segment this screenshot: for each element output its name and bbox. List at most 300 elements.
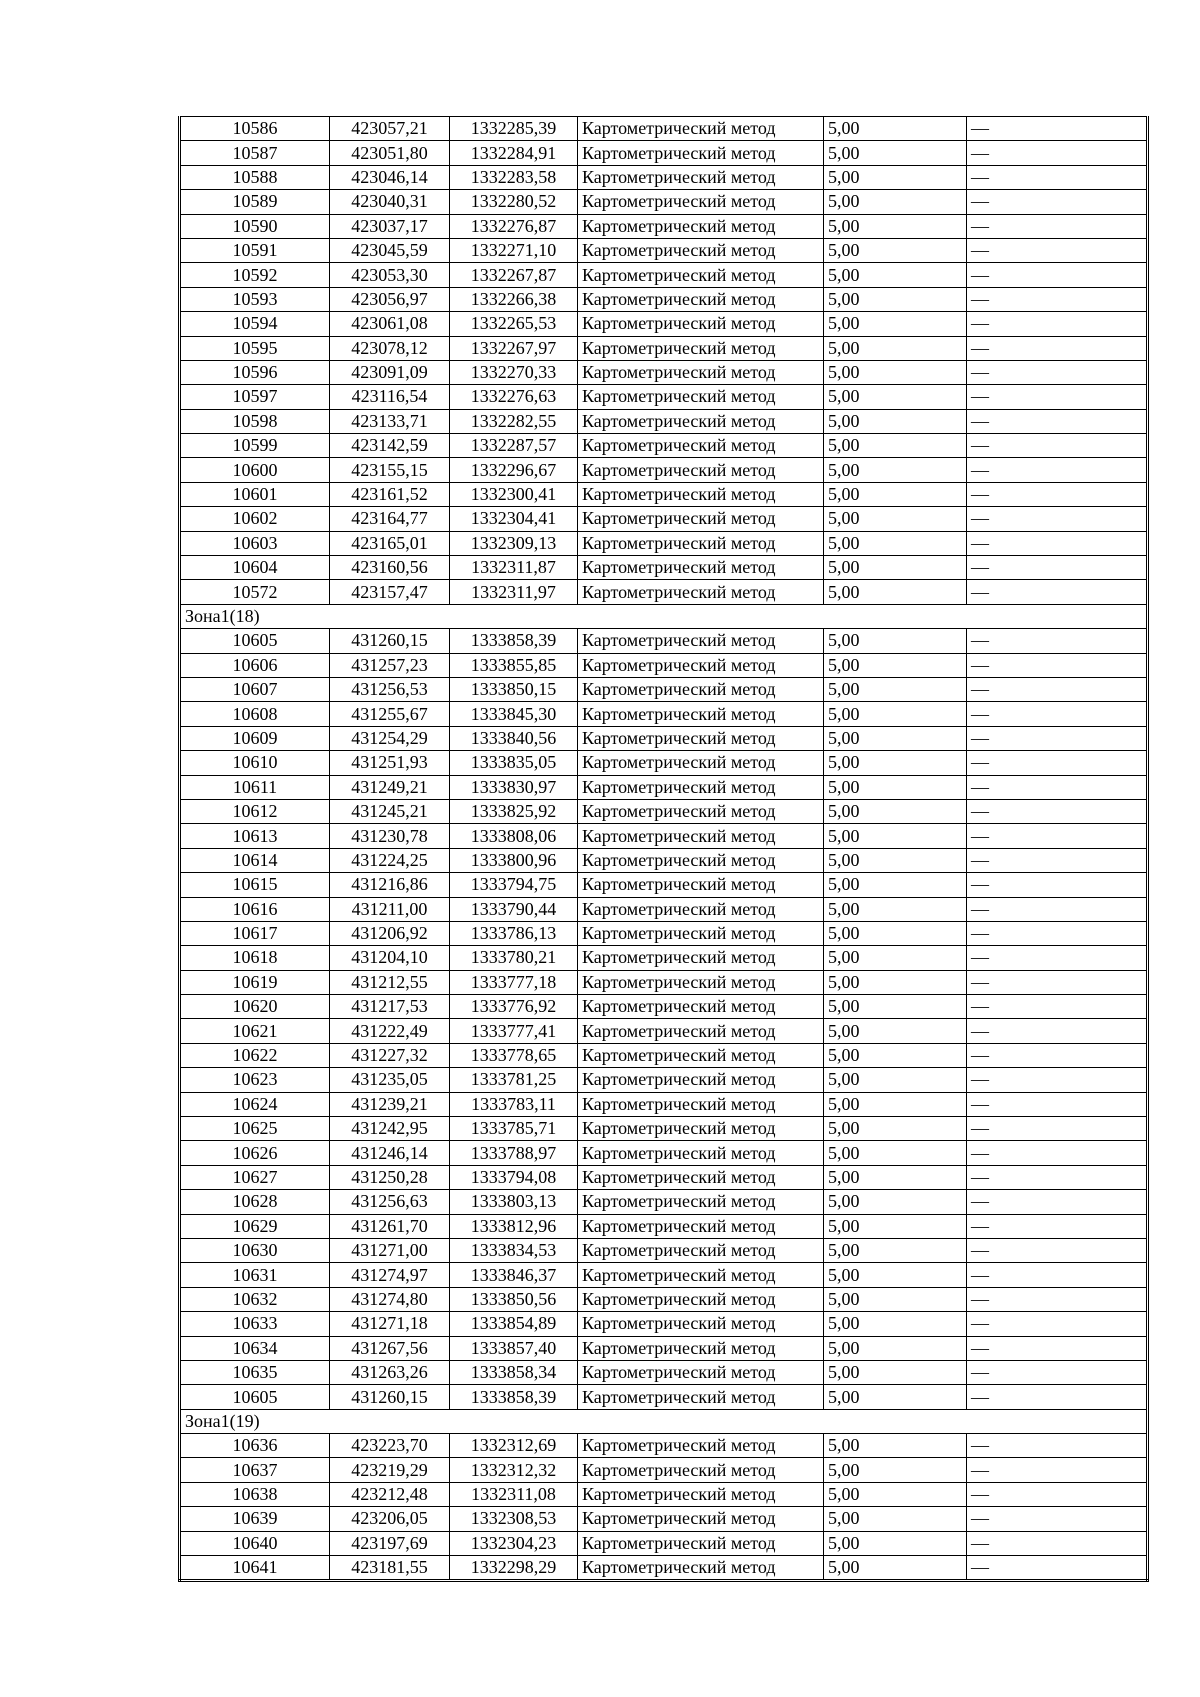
- accuracy-cell: 5,00: [824, 726, 967, 750]
- accuracy-cell: 5,00: [824, 531, 967, 555]
- description-cell: —: [967, 1043, 1148, 1067]
- point-number-cell: 10600: [180, 458, 330, 482]
- description-cell: —: [967, 287, 1148, 311]
- coordinate-y-cell: 1333850,56: [450, 1287, 578, 1311]
- method-cell: Картометрический метод: [578, 1190, 824, 1214]
- table-row: [180, 1556, 1148, 1581]
- method-cell: Картометрический метод: [578, 1068, 824, 1092]
- table-row: [180, 995, 1148, 1019]
- coordinate-x-cell: 431267,56: [330, 1336, 450, 1360]
- point-number-cell: 10639: [180, 1507, 330, 1531]
- coordinate-x-cell: 423057,21: [330, 117, 450, 141]
- accuracy-cell: 5,00: [824, 775, 967, 799]
- point-number-cell: 10598: [180, 409, 330, 433]
- coordinate-y-cell: 1333854,89: [450, 1312, 578, 1336]
- point-number-cell: 10587: [180, 141, 330, 165]
- table-row: [180, 1482, 1148, 1506]
- description-cell: —: [967, 873, 1148, 897]
- accuracy-cell: 5,00: [824, 141, 967, 165]
- coordinate-x-cell: 423164,77: [330, 507, 450, 531]
- accuracy-cell: 5,00: [824, 360, 967, 384]
- coordinate-x-cell: 431250,28: [330, 1165, 450, 1189]
- description-cell: —: [967, 360, 1148, 384]
- point-number-cell: 10622: [180, 1043, 330, 1067]
- coordinate-x-cell: 431216,86: [330, 873, 450, 897]
- coordinate-x-cell: 431235,05: [330, 1068, 450, 1092]
- coordinate-y-cell: 1333788,97: [450, 1141, 578, 1165]
- coordinate-x-cell: 431257,23: [330, 653, 450, 677]
- method-cell: Картометрический метод: [578, 1385, 824, 1409]
- coordinate-y-cell: 1333858,39: [450, 629, 578, 653]
- coordinate-y-cell: 1332276,87: [450, 214, 578, 238]
- coordinate-y-cell: 1333855,85: [450, 653, 578, 677]
- point-number-cell: 10619: [180, 970, 330, 994]
- point-number-cell: 10624: [180, 1092, 330, 1116]
- accuracy-cell: 5,00: [824, 1336, 967, 1360]
- coordinate-x-cell: 431271,00: [330, 1238, 450, 1262]
- accuracy-cell: 5,00: [824, 824, 967, 848]
- coordinate-x-cell: 431260,15: [330, 1385, 450, 1409]
- coordinate-x-cell: 431251,93: [330, 751, 450, 775]
- accuracy-cell: 5,00: [824, 556, 967, 580]
- method-cell: Картометрический метод: [578, 751, 824, 775]
- method-cell: Картометрический метод: [578, 1556, 824, 1581]
- method-cell: Картометрический метод: [578, 1019, 824, 1043]
- point-number-cell: 10609: [180, 726, 330, 750]
- method-cell: Картометрический метод: [578, 799, 824, 823]
- accuracy-cell: 5,00: [824, 1019, 967, 1043]
- point-number-cell: 10615: [180, 873, 330, 897]
- coordinate-x-cell: 423091,09: [330, 360, 450, 384]
- coordinate-y-cell: 1333777,18: [450, 970, 578, 994]
- table-row: [180, 580, 1148, 604]
- method-cell: Картометрический метод: [578, 117, 824, 141]
- coordinate-y-cell: 1332312,69: [450, 1434, 578, 1458]
- description-cell: —: [967, 995, 1148, 1019]
- accuracy-cell: 5,00: [824, 1385, 967, 1409]
- table-row: [180, 897, 1148, 921]
- point-number-cell: 10612: [180, 799, 330, 823]
- point-number-cell: 10628: [180, 1190, 330, 1214]
- coordinate-y-cell: 1332265,53: [450, 312, 578, 336]
- point-number-cell: 10611: [180, 775, 330, 799]
- method-cell: Картометрический метод: [578, 1287, 824, 1311]
- table-row: [180, 848, 1148, 872]
- coordinate-x-cell: 423165,01: [330, 531, 450, 555]
- method-cell: Картометрический метод: [578, 434, 824, 458]
- table-row: [180, 1214, 1148, 1238]
- method-cell: Картометрический метод: [578, 1141, 824, 1165]
- coordinate-y-cell: 1332300,41: [450, 482, 578, 506]
- point-number-cell: 10623: [180, 1068, 330, 1092]
- description-cell: —: [967, 556, 1148, 580]
- coordinate-y-cell: 1333845,30: [450, 702, 578, 726]
- description-cell: —: [967, 385, 1148, 409]
- description-cell: —: [967, 117, 1148, 141]
- coordinate-x-cell: 423046,14: [330, 165, 450, 189]
- accuracy-cell: 5,00: [824, 848, 967, 872]
- point-number-cell: 10594: [180, 312, 330, 336]
- accuracy-cell: 5,00: [824, 1458, 967, 1482]
- point-number-cell: 10591: [180, 238, 330, 262]
- table-row: [180, 1312, 1148, 1336]
- coordinate-x-cell: 423133,71: [330, 409, 450, 433]
- accuracy-cell: 5,00: [824, 873, 967, 897]
- method-cell: Картометрический метод: [578, 1312, 824, 1336]
- table-row: [180, 190, 1148, 214]
- point-number-cell: 10590: [180, 214, 330, 238]
- description-cell: —: [967, 946, 1148, 970]
- description-cell: —: [967, 482, 1148, 506]
- coordinate-y-cell: 1332304,23: [450, 1531, 578, 1555]
- coordinate-y-cell: 1333785,71: [450, 1117, 578, 1141]
- accuracy-cell: 5,00: [824, 1068, 967, 1092]
- method-cell: Картометрический метод: [578, 458, 824, 482]
- point-number-cell: 10604: [180, 556, 330, 580]
- coordinate-x-cell: 423181,55: [330, 1556, 450, 1581]
- description-cell: —: [967, 1507, 1148, 1531]
- accuracy-cell: 5,00: [824, 1263, 967, 1287]
- description-cell: —: [967, 1092, 1148, 1116]
- accuracy-cell: 5,00: [824, 190, 967, 214]
- method-cell: Картометрический метод: [578, 1482, 824, 1506]
- method-cell: Картометрический метод: [578, 1360, 824, 1384]
- description-cell: —: [967, 702, 1148, 726]
- description-cell: —: [967, 653, 1148, 677]
- method-cell: Картометрический метод: [578, 482, 824, 506]
- coordinate-x-cell: 423160,56: [330, 556, 450, 580]
- description-cell: —: [967, 312, 1148, 336]
- table-row: [180, 970, 1148, 994]
- description-cell: —: [967, 629, 1148, 653]
- accuracy-cell: 5,00: [824, 238, 967, 262]
- method-cell: Картометрический метод: [578, 1043, 824, 1067]
- accuracy-cell: 5,00: [824, 1190, 967, 1214]
- accuracy-cell: 5,00: [824, 1092, 967, 1116]
- coordinate-x-cell: 423212,48: [330, 1482, 450, 1506]
- method-cell: Картометрический метод: [578, 312, 824, 336]
- method-cell: Картометрический метод: [578, 921, 824, 945]
- coordinate-x-cell: 431246,14: [330, 1141, 450, 1165]
- description-cell: —: [967, 1117, 1148, 1141]
- coordinate-y-cell: 1332311,97: [450, 580, 578, 604]
- accuracy-cell: 5,00: [824, 1482, 967, 1506]
- coordinate-y-cell: 1333786,13: [450, 921, 578, 945]
- description-cell: —: [967, 726, 1148, 750]
- description-cell: —: [967, 897, 1148, 921]
- table-row: [180, 287, 1148, 311]
- method-cell: Картометрический метод: [578, 287, 824, 311]
- table-row: [180, 702, 1148, 726]
- accuracy-cell: 5,00: [824, 702, 967, 726]
- description-cell: —: [967, 190, 1148, 214]
- accuracy-cell: 5,00: [824, 117, 967, 141]
- point-number-cell: 10605: [180, 629, 330, 653]
- point-number-cell: 10602: [180, 507, 330, 531]
- coordinate-y-cell: 1332308,53: [450, 1507, 578, 1531]
- coordinate-x-cell: 431222,49: [330, 1019, 450, 1043]
- zone-label: Зона1(19): [180, 1409, 1148, 1433]
- coordinate-x-cell: 431260,15: [330, 629, 450, 653]
- method-cell: Картометрический метод: [578, 214, 824, 238]
- method-cell: Картометрический метод: [578, 873, 824, 897]
- zone-label: Зона1(18): [180, 604, 1148, 628]
- table-row: [180, 1141, 1148, 1165]
- description-cell: —: [967, 1434, 1148, 1458]
- point-number-cell: 10617: [180, 921, 330, 945]
- description-cell: —: [967, 1141, 1148, 1165]
- accuracy-cell: 5,00: [824, 580, 967, 604]
- table-row: [180, 1336, 1148, 1360]
- point-number-cell: 10588: [180, 165, 330, 189]
- method-cell: Картометрический метод: [578, 165, 824, 189]
- point-number-cell: 10610: [180, 751, 330, 775]
- method-cell: Картометрический метод: [578, 1117, 824, 1141]
- point-number-cell: 10592: [180, 263, 330, 287]
- description-cell: —: [967, 507, 1148, 531]
- method-cell: Картометрический метод: [578, 824, 824, 848]
- description-cell: —: [967, 921, 1148, 945]
- coordinate-x-cell: 431224,25: [330, 848, 450, 872]
- table-row: [180, 531, 1148, 555]
- table-row: [180, 385, 1148, 409]
- point-number-cell: 10634: [180, 1336, 330, 1360]
- description-cell: —: [967, 799, 1148, 823]
- point-number-cell: 10596: [180, 360, 330, 384]
- coordinate-y-cell: 1332304,41: [450, 507, 578, 531]
- table-row: [180, 677, 1148, 701]
- coordinate-x-cell: 431263,26: [330, 1360, 450, 1384]
- table-row: [180, 141, 1148, 165]
- coordinate-y-cell: 1333794,08: [450, 1165, 578, 1189]
- table-row: [180, 117, 1148, 141]
- table-row: [180, 799, 1148, 823]
- point-number-cell: 10630: [180, 1238, 330, 1262]
- coordinate-y-cell: 1333840,56: [450, 726, 578, 750]
- coordinate-y-cell: 1332287,57: [450, 434, 578, 458]
- table-row: [180, 263, 1148, 287]
- table-row: [180, 921, 1148, 945]
- point-number-cell: 10572: [180, 580, 330, 604]
- method-cell: Картометрический метод: [578, 507, 824, 531]
- point-number-cell: 10629: [180, 1214, 330, 1238]
- table-row: [180, 1434, 1148, 1458]
- coordinate-x-cell: 431206,92: [330, 921, 450, 945]
- accuracy-cell: 5,00: [824, 1287, 967, 1311]
- method-cell: Картометрический метод: [578, 336, 824, 360]
- method-cell: Картометрический метод: [578, 629, 824, 653]
- description-cell: —: [967, 263, 1148, 287]
- table-row: [180, 556, 1148, 580]
- coordinate-x-cell: 423206,05: [330, 1507, 450, 1531]
- coordinate-x-cell: 431242,95: [330, 1117, 450, 1141]
- coordinate-y-cell: 1332270,33: [450, 360, 578, 384]
- coordinate-x-cell: 431212,55: [330, 970, 450, 994]
- description-cell: —: [967, 1312, 1148, 1336]
- table-row: [180, 873, 1148, 897]
- coordinate-y-cell: 1332267,87: [450, 263, 578, 287]
- point-number-cell: 10614: [180, 848, 330, 872]
- coordinate-y-cell: 1333808,06: [450, 824, 578, 848]
- method-cell: Картометрический метод: [578, 141, 824, 165]
- table-row: [180, 1117, 1148, 1141]
- accuracy-cell: 5,00: [824, 751, 967, 775]
- coordinate-y-cell: 1333830,97: [450, 775, 578, 799]
- accuracy-cell: 5,00: [824, 1312, 967, 1336]
- accuracy-cell: 5,00: [824, 1531, 967, 1555]
- description-cell: —: [967, 1263, 1148, 1287]
- point-number-cell: 10621: [180, 1019, 330, 1043]
- description-cell: —: [967, 1165, 1148, 1189]
- accuracy-cell: 5,00: [824, 287, 967, 311]
- coordinate-y-cell: 1333778,65: [450, 1043, 578, 1067]
- zone-header-row: [180, 604, 1148, 628]
- method-cell: Картометрический метод: [578, 1165, 824, 1189]
- method-cell: Картометрический метод: [578, 556, 824, 580]
- accuracy-cell: 5,00: [824, 312, 967, 336]
- table-row: [180, 434, 1148, 458]
- table-row: [180, 824, 1148, 848]
- coordinate-y-cell: 1333776,92: [450, 995, 578, 1019]
- accuracy-cell: 5,00: [824, 1165, 967, 1189]
- accuracy-cell: 5,00: [824, 946, 967, 970]
- accuracy-cell: 5,00: [824, 336, 967, 360]
- coordinate-y-cell: 1332296,67: [450, 458, 578, 482]
- accuracy-cell: 5,00: [824, 995, 967, 1019]
- method-cell: Картометрический метод: [578, 775, 824, 799]
- coordinate-y-cell: 1333783,11: [450, 1092, 578, 1116]
- table-row: [180, 1458, 1148, 1482]
- coordinate-x-cell: 431204,10: [330, 946, 450, 970]
- accuracy-cell: 5,00: [824, 1117, 967, 1141]
- coordinate-y-cell: 1332298,29: [450, 1556, 578, 1581]
- description-cell: —: [967, 1214, 1148, 1238]
- coordinate-y-cell: 1332284,91: [450, 141, 578, 165]
- table-row: [180, 946, 1148, 970]
- coordinate-x-cell: 423155,15: [330, 458, 450, 482]
- description-cell: —: [967, 165, 1148, 189]
- table-row: [180, 360, 1148, 384]
- accuracy-cell: 5,00: [824, 165, 967, 189]
- description-cell: —: [967, 677, 1148, 701]
- accuracy-cell: 5,00: [824, 1507, 967, 1531]
- description-cell: —: [967, 141, 1148, 165]
- point-number-cell: 10608: [180, 702, 330, 726]
- point-number-cell: 10633: [180, 1312, 330, 1336]
- coordinate-y-cell: 1332285,39: [450, 117, 578, 141]
- coordinate-y-cell: 1333834,53: [450, 1238, 578, 1262]
- point-number-cell: 10605: [180, 1385, 330, 1409]
- table-row: [180, 1068, 1148, 1092]
- method-cell: Картометрический метод: [578, 190, 824, 214]
- accuracy-cell: 5,00: [824, 970, 967, 994]
- table-row: [180, 458, 1148, 482]
- point-number-cell: 10603: [180, 531, 330, 555]
- point-number-cell: 10599: [180, 434, 330, 458]
- point-number-cell: 10586: [180, 117, 330, 141]
- coordinate-y-cell: 1332271,10: [450, 238, 578, 262]
- point-number-cell: 10607: [180, 677, 330, 701]
- table-row: [180, 1263, 1148, 1287]
- accuracy-cell: 5,00: [824, 434, 967, 458]
- coordinate-x-cell: 431211,00: [330, 897, 450, 921]
- table-row: [180, 1238, 1148, 1262]
- point-number-cell: 10637: [180, 1458, 330, 1482]
- table-row: [180, 1190, 1148, 1214]
- point-number-cell: 10635: [180, 1360, 330, 1384]
- accuracy-cell: 5,00: [824, 677, 967, 701]
- method-cell: Картометрический метод: [578, 946, 824, 970]
- method-cell: Картометрический метод: [578, 238, 824, 262]
- coordinate-y-cell: 1333780,21: [450, 946, 578, 970]
- coordinate-x-cell: 423223,70: [330, 1434, 450, 1458]
- description-cell: —: [967, 751, 1148, 775]
- accuracy-cell: 5,00: [824, 1434, 967, 1458]
- method-cell: Картометрический метод: [578, 1336, 824, 1360]
- coordinate-x-cell: 431245,21: [330, 799, 450, 823]
- description-cell: —: [967, 1019, 1148, 1043]
- coordinate-x-cell: 431256,63: [330, 1190, 450, 1214]
- method-cell: Картометрический метод: [578, 263, 824, 287]
- accuracy-cell: 5,00: [824, 1238, 967, 1262]
- coordinate-y-cell: 1333858,39: [450, 1385, 578, 1409]
- coordinate-y-cell: 1333800,96: [450, 848, 578, 872]
- table-row: [180, 336, 1148, 360]
- coordinate-x-cell: 423037,17: [330, 214, 450, 238]
- method-cell: Картометрический метод: [578, 897, 824, 921]
- point-number-cell: 10640: [180, 1531, 330, 1555]
- coordinate-x-cell: 423219,29: [330, 1458, 450, 1482]
- coordinate-x-cell: 431249,21: [330, 775, 450, 799]
- table-row: [180, 1165, 1148, 1189]
- point-number-cell: 10626: [180, 1141, 330, 1165]
- point-number-cell: 10620: [180, 995, 330, 1019]
- point-number-cell: 10627: [180, 1165, 330, 1189]
- table-row: [180, 1043, 1148, 1067]
- coordinate-x-cell: 431274,97: [330, 1263, 450, 1287]
- point-number-cell: 10606: [180, 653, 330, 677]
- description-cell: —: [967, 1385, 1148, 1409]
- coordinate-x-cell: 423157,47: [330, 580, 450, 604]
- point-number-cell: 10595: [180, 336, 330, 360]
- method-cell: Картометрический метод: [578, 1263, 824, 1287]
- coordinate-x-cell: 423061,08: [330, 312, 450, 336]
- table-row: [180, 1507, 1148, 1531]
- coordinate-x-cell: 423045,59: [330, 238, 450, 262]
- coordinate-y-cell: 1333794,75: [450, 873, 578, 897]
- coordinate-y-cell: 1332267,97: [450, 336, 578, 360]
- coordinate-x-cell: 431261,70: [330, 1214, 450, 1238]
- coordinate-x-cell: 431254,29: [330, 726, 450, 750]
- method-cell: Картометрический метод: [578, 580, 824, 604]
- coordinate-x-cell: 431271,18: [330, 1312, 450, 1336]
- method-cell: Картометрический метод: [578, 1434, 824, 1458]
- coordinate-y-cell: 1333790,44: [450, 897, 578, 921]
- table-row: [180, 1360, 1148, 1384]
- point-number-cell: 10631: [180, 1263, 330, 1287]
- coordinate-x-cell: 431255,67: [330, 702, 450, 726]
- point-number-cell: 10638: [180, 1482, 330, 1506]
- coordinate-y-cell: 1332311,87: [450, 556, 578, 580]
- method-cell: Картометрический метод: [578, 1092, 824, 1116]
- coordinate-y-cell: 1333825,92: [450, 799, 578, 823]
- coordinate-y-cell: 1332312,32: [450, 1458, 578, 1482]
- coordinate-y-cell: 1333781,25: [450, 1068, 578, 1092]
- method-cell: Картометрический метод: [578, 702, 824, 726]
- coordinate-y-cell: 1333846,37: [450, 1263, 578, 1287]
- zone-header-row: [180, 1409, 1148, 1433]
- coordinate-y-cell: 1333803,13: [450, 1190, 578, 1214]
